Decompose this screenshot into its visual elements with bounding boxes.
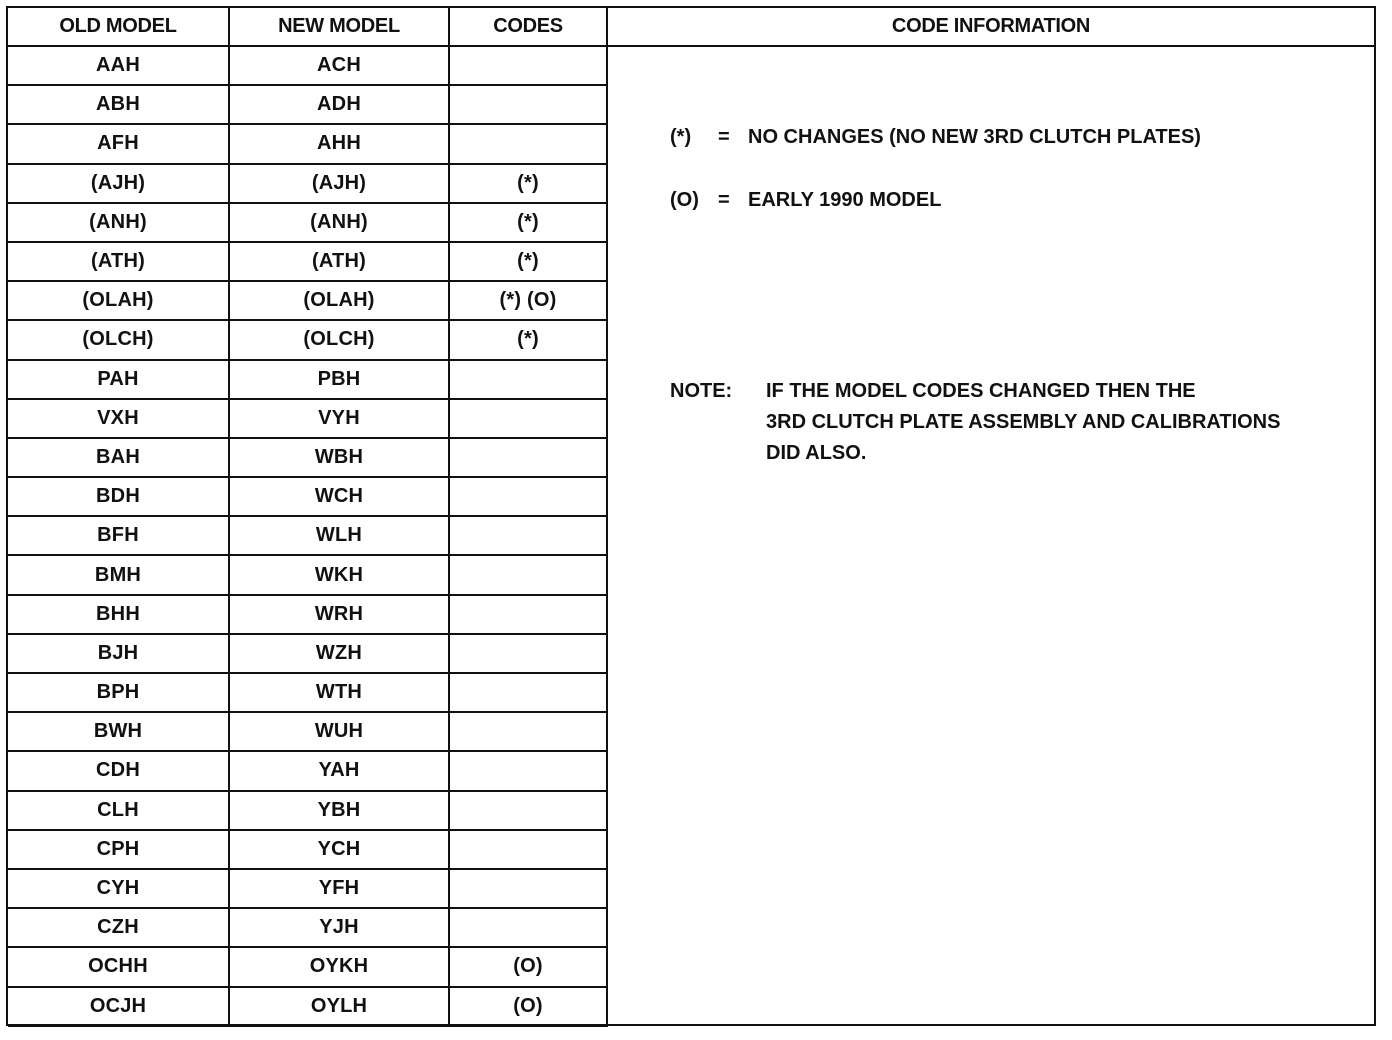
note-line: IF THE MODEL CODES CHANGED THEN THE [766, 380, 1196, 402]
table-row [8, 635, 608, 674]
codes-cell [450, 752, 608, 789]
new-model-cell: WBH [230, 439, 450, 476]
codes-cell [450, 86, 608, 123]
codes-cell [450, 909, 608, 946]
old-model-cell: (ATH) [8, 243, 230, 280]
old-model-cell: CYH [8, 870, 230, 907]
codes-cell: (*) [450, 243, 608, 280]
codes-cell [450, 439, 608, 476]
table-row [8, 125, 608, 164]
new-model-cell: (ANH) [230, 204, 450, 241]
new-model-cell: OYKH [230, 948, 450, 985]
codes-cell: (*) (O) [450, 282, 608, 319]
old-model-cell: (OLAH) [8, 282, 230, 319]
new-model-cell: YJH [230, 909, 450, 946]
old-model-cell: BAH [8, 439, 230, 476]
old-model-cell: ABH [8, 86, 230, 123]
new-model-cell: WCH [230, 478, 450, 515]
codes-cell: (O) [450, 948, 608, 985]
new-model-cell: OYLH [230, 988, 450, 1025]
table-row [8, 870, 608, 909]
table-row [8, 478, 608, 517]
new-model-cell: WTH [230, 674, 450, 711]
codes-cell [450, 517, 608, 554]
new-model-cell: AHH [230, 125, 450, 162]
new-model-cell: PBH [230, 361, 450, 398]
legend-symbol: (*) [670, 126, 692, 148]
codes-cell: (*) [450, 165, 608, 202]
table-row [8, 674, 608, 713]
table-row [8, 47, 608, 86]
new-model-cell: WUH [230, 713, 450, 750]
note-line: DID ALSO. [766, 442, 867, 464]
new-model-cell: YFH [230, 870, 450, 907]
table-header-row [8, 8, 608, 47]
old-model-cell: CDH [8, 752, 230, 789]
old-model-cell: AAH [8, 47, 230, 84]
new-model-cell: WZH [230, 635, 450, 672]
table-row [8, 86, 608, 125]
table-row [8, 517, 608, 556]
codes-cell [450, 125, 608, 162]
codes-cell [450, 596, 608, 633]
legend-no-changes [670, 126, 1201, 149]
header-new-model: NEW MODEL [230, 8, 450, 45]
table-row [8, 400, 608, 439]
table-row [8, 948, 608, 987]
codes-cell [450, 870, 608, 907]
old-model-cell: PAH [8, 361, 230, 398]
codes-cell [450, 792, 608, 829]
model-code-table [6, 6, 1376, 1026]
note-line: 3RD CLUTCH PLATE ASSEMBLY AND CALIBRATIONS [766, 411, 1281, 433]
legend-symbol: (O) [670, 189, 699, 211]
new-model-cell: (OLCH) [230, 321, 450, 358]
new-model-cell: WLH [230, 517, 450, 554]
model-grid [8, 8, 608, 1027]
old-model-cell: VXH [8, 400, 230, 437]
table-row [8, 831, 608, 870]
new-model-cell: ADH [230, 86, 450, 123]
table-row [8, 361, 608, 400]
code-information-column [608, 8, 1374, 1024]
codes-cell [450, 478, 608, 515]
old-model-cell: CPH [8, 831, 230, 868]
table-row [8, 243, 608, 282]
codes-cell: (O) [450, 988, 608, 1025]
new-model-cell: YBH [230, 792, 450, 829]
table-row [8, 988, 608, 1027]
header-code-information: CODE INFORMATION [608, 8, 1374, 47]
new-model-cell: ACH [230, 47, 450, 84]
new-model-cell: (OLAH) [230, 282, 450, 319]
legend-early-1990 [670, 189, 941, 212]
table-row [8, 165, 608, 204]
codes-cell [450, 556, 608, 593]
new-model-cell: WKH [230, 556, 450, 593]
old-model-cell: (OLCH) [8, 321, 230, 358]
codes-cell: (*) [450, 204, 608, 241]
table-row [8, 556, 608, 595]
note-text [766, 376, 1386, 469]
codes-cell [450, 400, 608, 437]
old-model-cell: OCHH [8, 948, 230, 985]
legend-equals: = [718, 126, 730, 148]
legend-text: EARLY 1990 MODEL [748, 189, 942, 211]
table-row [8, 282, 608, 321]
new-model-cell: (AJH) [230, 165, 450, 202]
header-old-model: OLD MODEL [8, 8, 230, 45]
header-codes: CODES [450, 8, 608, 45]
new-model-cell: VYH [230, 400, 450, 437]
old-model-cell: BPH [8, 674, 230, 711]
old-model-cell: BJH [8, 635, 230, 672]
codes-cell [450, 674, 608, 711]
old-model-cell: BHH [8, 596, 230, 633]
table-row [8, 596, 608, 635]
codes-cell [450, 713, 608, 750]
table-row [8, 909, 608, 948]
new-model-cell: (ATH) [230, 243, 450, 280]
table-row [8, 792, 608, 831]
old-model-cell: CLH [8, 792, 230, 829]
old-model-cell: (ANH) [8, 204, 230, 241]
old-model-cell: BWH [8, 713, 230, 750]
old-model-cell: CZH [8, 909, 230, 946]
table-row [8, 713, 608, 752]
note-label: NOTE: [670, 380, 733, 402]
codes-cell [450, 831, 608, 868]
table-row [8, 752, 608, 791]
legend-equals: = [718, 189, 730, 211]
new-model-cell: WRH [230, 596, 450, 633]
new-model-cell: YCH [230, 831, 450, 868]
old-model-cell: (AJH) [8, 165, 230, 202]
new-model-cell: YAH [230, 752, 450, 789]
codes-cell [450, 47, 608, 84]
codes-cell [450, 635, 608, 672]
old-model-cell: AFH [8, 125, 230, 162]
codes-cell: (*) [450, 321, 608, 358]
old-model-cell: BDH [8, 478, 230, 515]
old-model-cell: BFH [8, 517, 230, 554]
codes-cell [450, 361, 608, 398]
table-row [8, 439, 608, 478]
legend-text: NO CHANGES (NO NEW 3RD CLUTCH PLATES) [748, 126, 1201, 148]
old-model-cell: BMH [8, 556, 230, 593]
old-model-cell: OCJH [8, 988, 230, 1025]
table-row [8, 321, 608, 360]
table-row [8, 204, 608, 243]
